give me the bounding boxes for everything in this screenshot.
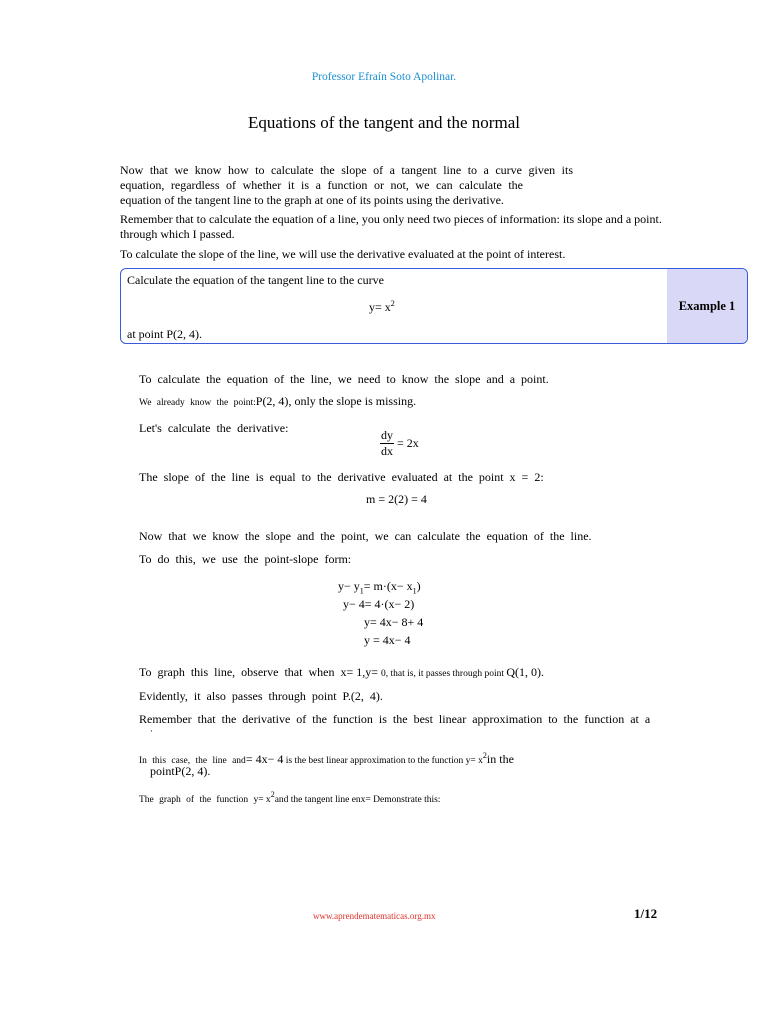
page-number: 1/12: [634, 906, 658, 921]
footer-url: www.aprendematematicas.org.mx: [313, 911, 436, 921]
point-slope-step-4: y = 4x− 4: [364, 633, 411, 647]
remember-line-1: Remember that to calculate the equation of a line, you only need two pieces of information: its slope and a point.: [120, 212, 662, 226]
solution-line-3: Let's calculate the derivative:: [139, 421, 289, 435]
point-slope-step-3: y= 4x− 8+ 4: [364, 615, 424, 629]
slope-equation: m = 2(2) = 4: [366, 492, 427, 506]
solution-line-4: The slope of the line is equal to the derivative evaluated at the point x = 2:: [139, 470, 544, 484]
example-box: [120, 268, 748, 344]
point-slope-step-2: y− 4= 4·(x− 2): [343, 597, 415, 611]
graph-line-1: To graph this line, observe that when x= 1,y= 0, that is, it passes through point Q(1, 0).: [139, 665, 545, 679]
remember-line-2: through which I passed.: [120, 227, 235, 241]
solution-line-2: We already know the point:P(2, 4), only the slope is missing.: [139, 394, 417, 408]
example-curve: $y= x^2$: [369, 299, 395, 314]
solution-line-1: To calculate the equation of the line, we need to know the slope and a point.: [139, 372, 549, 386]
derivative-equation: $\frac{dy}{dx}$ = 2x: [381, 428, 419, 458]
intro-line-1: Now that we know how to calculate the slope of a tangent line to a curve given its: [120, 163, 573, 177]
page-title: Equations of the tangent and the normal: [248, 113, 520, 132]
author-header: Professor Efraín Soto Apolinar.: [311, 71, 457, 83]
graph-line-2: Evidently, it also passes through point P.(2, 4).: [139, 689, 383, 703]
slope-note: To calculate the slope of the line, we will use the derivative evaluated at the point of interest.: [120, 247, 566, 261]
graph-line-3: Remember that the derivative of the function is the best linear approximation to the function at a: [139, 712, 651, 726]
graph-line-4: In this case, the line and= 4x− 4 is the best linear approximation to the function $y= x^2in$ the: [139, 751, 514, 766]
point-slope-step-1: $y- y_1= m\cdot(x- x_1)$: [338, 579, 421, 596]
graph-line-3-dot: ·: [150, 726, 153, 736]
example-prompt: Calculate the equation of the tangent line to the curve: [127, 273, 384, 287]
example-point: at point P(2, 4).: [127, 327, 202, 341]
intro-line-2: equation, regardless of whether it is a function or not, we can calculate the: [120, 178, 523, 192]
graph-line-5: The graph of the function $y= x^2and$ the tangent line enx= Demonstrate this:: [139, 790, 441, 805]
solution-line-6: To do this, we use the point-slope form:: [139, 552, 352, 566]
solution-line-5: Now that we know the slope and the point, we can calculate the equation of the line.: [139, 529, 592, 543]
example-label: Example 1: [667, 269, 747, 343]
intro-line-3: equation of the tangent line to the graph at one of its points using the derivative.: [120, 193, 504, 207]
graph-line-4-cont: pointP(2, 4).: [150, 764, 211, 778]
